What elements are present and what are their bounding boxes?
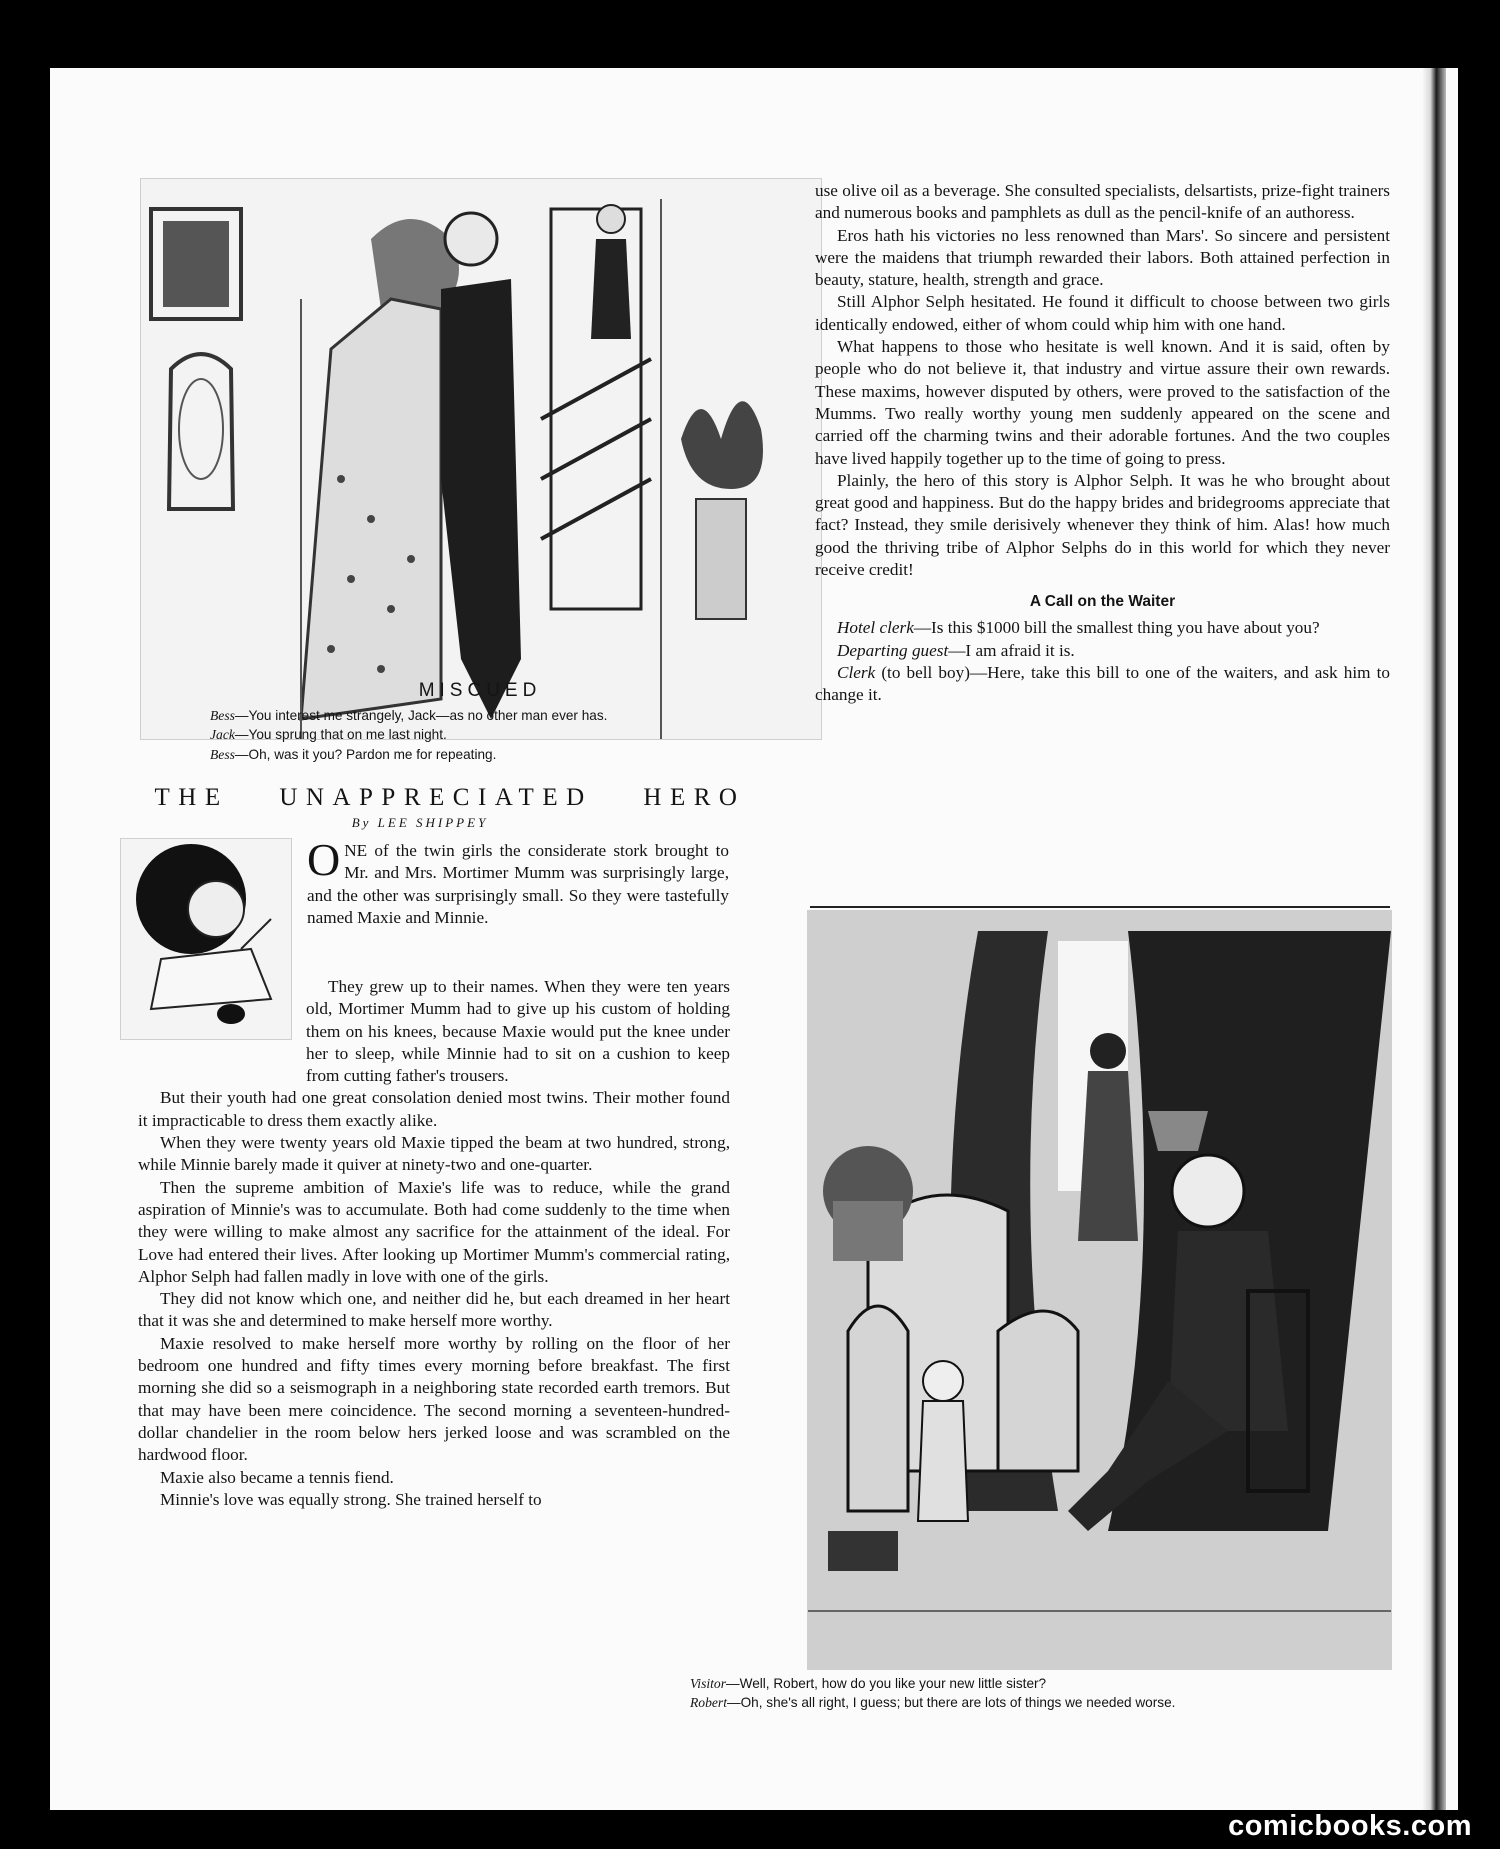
paragraph: use olive oil as a beverage. She consulted specialists, delsartists, prize-fight trainers and numerous books and pamphlets as dull as the pencil-knife of an authoress. (815, 181, 1390, 223)
site-watermark: comicbooks.com (1228, 1810, 1472, 1842)
speaker: Clerk (837, 662, 876, 682)
opening-text: NE of the twin girls the considerate stork brought to Mr. and Mrs. Mortimer Mumm was surprisingly large, and the other was surprisingly small. So they were tastefully named Maxie and Minnie. (307, 841, 729, 927)
speaker: Robert (690, 1695, 727, 1711)
story-headline: THE UNAPPRECIATED HERO (154, 784, 746, 811)
paragraph: Still Alphor Selph hesitated. He found it difficult to choose between two girls identically endowed, either of whom could whip him with one hand. (815, 292, 1390, 334)
page-spine (1422, 68, 1446, 1810)
line-text: —You sprung that on me last night. (234, 727, 447, 743)
paragraph: Eros hath his victories no less renowned than Mars'. So sincere and persistent were the maidens that triumph rewarded their labors. Both attained perfection in beauty, stature, health, strength and grace. (815, 225, 1390, 290)
line-text: —Oh, was it you? Pardon me for repeating. (234, 746, 497, 762)
speaker: Bess (210, 708, 235, 723)
line-text: —Is this $1000 bill the smallest thing you have about you? (913, 618, 1320, 638)
speaker: Hotel clerk (837, 618, 914, 638)
caption-line (210, 706, 770, 725)
visitor-illustration (807, 910, 1392, 1670)
left-column (138, 976, 730, 1511)
opening-paragraph (307, 834, 729, 929)
line-text: —Oh, she's all right, I guess; but there are lots of things we needed worse. (727, 1695, 1176, 1711)
speaker: Bess (210, 746, 235, 762)
drop-cap: O (307, 834, 341, 885)
speaker: Jack (210, 727, 235, 743)
paragraph: They grew up to their names. When they were ten years old, Mortimer Mumm had to give up his custom of holding them on his knees, because Maxie would put the knee under her to sleep, while Minnie had to sit on a cushion to keep from cutting father's trousers. (306, 977, 730, 1086)
paragraph: They did not know which one, and neither did he, but each dreamed in her heart that it was she and determined to make herself more worthy. (138, 1289, 730, 1331)
paragraph: But their youth had one great consolation denied most twins. Their mother found it impracticable to dress them exactly alike. (138, 1088, 730, 1130)
line-text: —I am afraid it is. (948, 640, 1075, 660)
paragraph: Maxie resolved to make herself more worthy by rolling on the floor of her bedroom one hundred and fifty times every morning before breakfast. The first morning she did so a seismograph in a neighboring state recorded earth tremors. But that may have been mere coincidence. The second morning a seventeen-hundred-dollar chandelier in the room below hers jerked loose and was scrambled on the hardwood floor. (138, 1333, 730, 1465)
speaker: Visitor (690, 1676, 727, 1691)
miscued-caption (210, 706, 770, 764)
paragraph: Maxie also became a tennis fiend. (160, 1467, 394, 1487)
line-text: —You interest me strangely, Jack—as no other man ever has. (234, 708, 608, 723)
story-opening (307, 834, 729, 929)
paragraph: Plainly, the hero of this story is Alphor Selph. It was he who brought about great good and happiness. But do the happy brides and bridegrooms appreciate that fact? Instead, they smile derisively whenever they think of him. Alas! how much good the thriving tribe of Alphor Selphs do in this world for which they never receive credit! (815, 470, 1390, 580)
miscued-title: MISCUED (418, 680, 542, 701)
joke-line (815, 662, 1390, 707)
paragraph: Minnie's love was equally strong. She trained herself to (160, 1489, 542, 1509)
paragraph: What happens to those who hesitate is well known. And it is said, often by people who do not believe it, that industry and virtue assure their own rewards. These maxims, however disputed by others, were proved to the satisfaction of the Mumms. Two really worthy young men suddenly appeared on the scene and carried off the charming twins and their adorable fortunes. And the two couples have lived happily together up to the time of going to press. (815, 337, 1390, 468)
miscued-illustration (140, 178, 822, 743)
caption-line (690, 1674, 1410, 1693)
line-text: —Well, Robert, how do you like your new little sister? (726, 1676, 1047, 1691)
paragraph: When they were twenty years old Maxie tipped the beam at two hundred, strong, while Minnie barely made it quiver at ninety-two and one-quarter. (138, 1133, 730, 1175)
caption-line (210, 745, 770, 764)
speaker: Departing guest (837, 640, 949, 660)
section-divider (810, 906, 1390, 908)
joke-title: A Call on the Waiter (1029, 593, 1176, 611)
story-byline: By LEE SHIPPEY (351, 815, 489, 830)
line-text: (to bell boy)—Here, take this bill to one of the waiters, and ask him to change it. (815, 662, 1390, 705)
caption-line (690, 1693, 1410, 1712)
visitor-caption (690, 1674, 1410, 1713)
right-column (815, 180, 1390, 707)
paragraph: Then the supreme ambition of Maxie's life was to reduce, while the grand aspiration of Minnie's was to accumulate. Both had come suddenly to the time when they were willing to make almost any sacrifice for the attainment of the ideal. For Love had entered their lives. After looking up Mortimer Mumm's commercial rating, Alphor Selph had fallen madly in love with one of the girls. (138, 1177, 730, 1286)
joke-line (815, 617, 1390, 639)
magazine-page (50, 68, 1458, 1810)
caption-line (210, 725, 770, 744)
joke-line (815, 640, 1390, 662)
